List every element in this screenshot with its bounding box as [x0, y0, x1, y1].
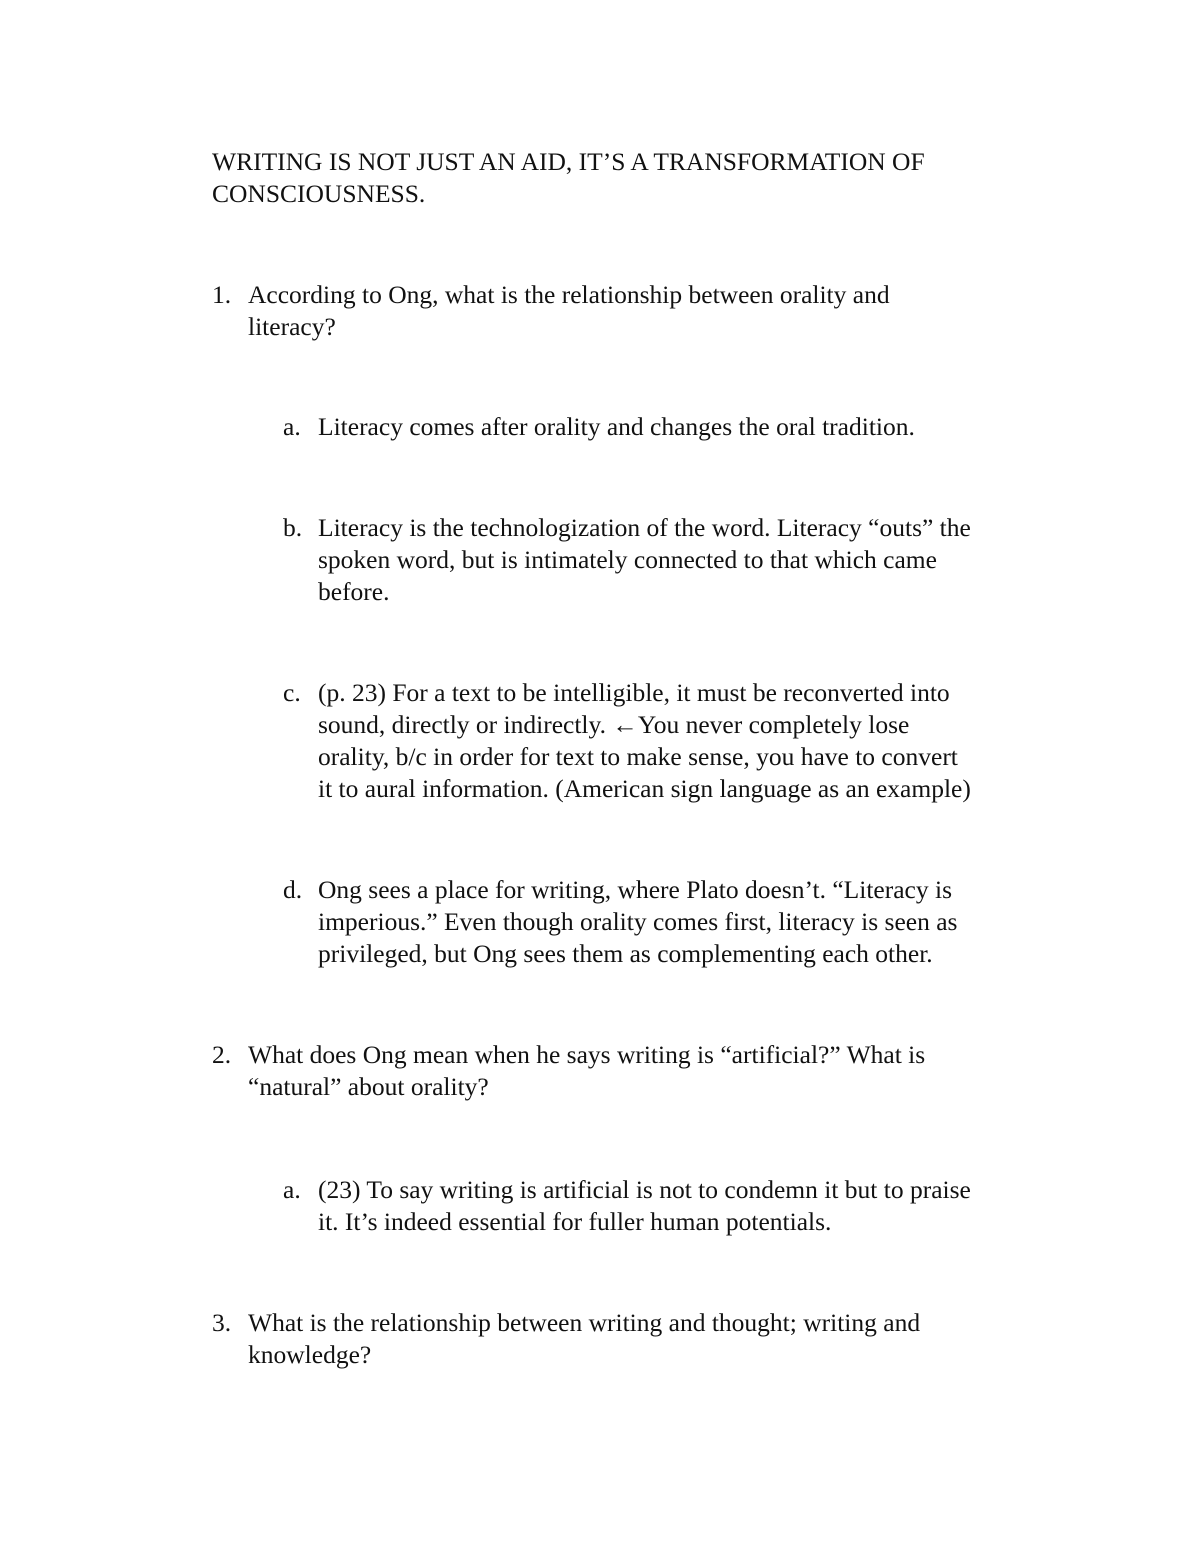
answer-1a-letter: a. — [283, 412, 301, 441]
answer-2a-letter: a. — [283, 1175, 301, 1204]
question-3-line-1: What is the relationship between writing and thought; writing and — [248, 1308, 921, 1337]
answer-1c-letter: c. — [283, 678, 301, 707]
answer-1b-letter: b. — [283, 513, 303, 542]
title-line-1: WRITING IS NOT JUST AN AID, IT’S A TRANSFORMATION OF — [212, 147, 925, 176]
question-1-line-2: literacy? — [248, 312, 336, 341]
answer-1b-line-3: before. — [318, 577, 390, 606]
question-1-number: 1. — [212, 280, 232, 309]
answer-2a-line-2: it. It’s indeed essential for fuller human potentials. — [318, 1207, 832, 1236]
answer-1d-line-2: imperious.” Even though orality comes first, literacy is seen as — [318, 907, 958, 936]
question-2-number: 2. — [212, 1040, 232, 1069]
title-line-2: CONSCIOUSNESS. — [212, 179, 426, 208]
answer-1a-line-1: Literacy comes after orality and changes the oral tradition. — [318, 412, 915, 441]
question-3-number: 3. — [212, 1308, 232, 1337]
answer-1b-line-1: Literacy is the technologization of the word. Literacy “outs” the — [318, 513, 971, 542]
answer-1d-line-1: Ong sees a place for writing, where Plato doesn’t. “Literacy is — [318, 875, 952, 904]
question-3-line-2: knowledge? — [248, 1340, 372, 1369]
answer-1d-letter: d. — [283, 875, 303, 904]
question-2-line-2: “natural” about orality? — [248, 1072, 489, 1101]
answer-1c-line-3: orality, b/c in order for text to make sense, you have to convert — [318, 742, 958, 771]
question-1-line-1: According to Ong, what is the relationship between orality and — [248, 280, 890, 309]
answer-1c-line-2: sound, directly or indirectly. ←You never completely lose — [318, 710, 910, 739]
question-2-line-1: What does Ong mean when he says writing is “artificial?” What is — [248, 1040, 926, 1069]
answer-1c-line-4: it to aural information. (American sign language as an example) — [318, 774, 971, 803]
answer-1c-line-1: (p. 23) For a text to be intelligible, it must be reconverted into — [318, 678, 950, 707]
answer-1d-line-3: privileged, but Ong sees them as complementing each other. — [318, 939, 933, 968]
answer-2a-line-1: (23) To say writing is artificial is not to condemn it but to praise — [318, 1175, 971, 1204]
answer-1b-line-2: spoken word, but is intimately connected to that which came — [318, 545, 937, 574]
